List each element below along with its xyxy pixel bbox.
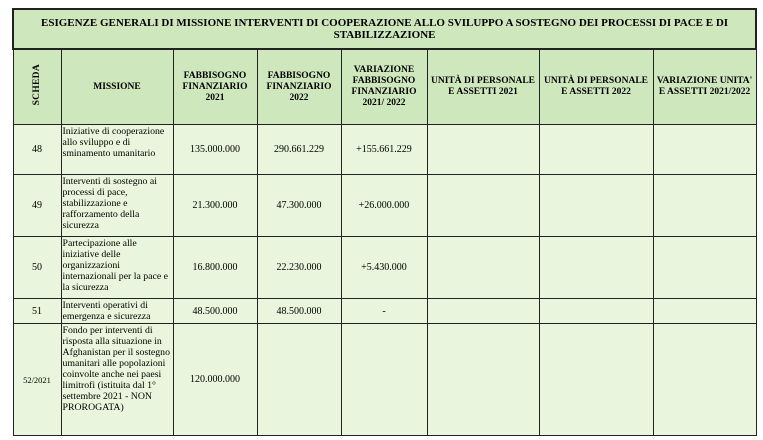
row-fabbisogno-2022: 47.300.000 <box>257 175 341 237</box>
row-variazione-unita <box>653 237 756 299</box>
row-variazione: - <box>341 299 427 324</box>
row-fabbisogno-2021: 135.000.000 <box>173 125 257 175</box>
row-unita-2021 <box>427 175 539 237</box>
row-variazione: +155.661.229 <box>341 125 427 175</box>
table-row <box>13 125 756 175</box>
row-unita-2021 <box>427 125 539 175</box>
row-missione: Interventi di sostegno ai processi di pace, stabilizzazione e rafforzamento della sicurezza <box>61 175 173 237</box>
row-variazione-unita <box>653 324 756 436</box>
row-fabbisogno-2022: 48.500.000 <box>257 299 341 324</box>
row-fabbisogno-2021: 48.500.000 <box>173 299 257 324</box>
row-scheda: 48 <box>13 125 61 175</box>
header-fabbisogno-2021: FABBISOGNO FINANZIARIO 2021 <box>173 49 257 125</box>
header-row <box>13 49 756 125</box>
row-unita-2022 <box>539 237 653 299</box>
row-scheda: 50 <box>13 237 61 299</box>
table-row <box>13 237 756 299</box>
header-scheda <box>13 49 61 125</box>
row-unita-2021 <box>427 324 539 436</box>
row-missione: Iniziative di cooperazione allo sviluppo e di sminamento umanitario <box>61 125 173 175</box>
header-variazione-unita: VARIAZIONE UNITA' E ASSETTI 2021/2022 <box>653 49 756 125</box>
row-variazione: +5.430.000 <box>341 237 427 299</box>
row-variazione-unita <box>653 125 756 175</box>
row-fabbisogno-2021: 120.000.000 <box>173 324 257 436</box>
table-title: ESIGENZE GENERALI DI MISSIONE INTERVENTI DI COOPERAZIONE ALLO SVILUPPO A SOSTEGNO DEI PROCESSI DI PACE E DI STABILIZZAZIONE <box>13 9 756 49</box>
mission-table-wrapper <box>12 8 755 436</box>
row-missione: Fondo per interventi di risposta alla situazione in Afghanistan per il sostegno umanitari alle popolazioni coinvolte anche nei paesi limitrofi (istituita dal 1° settembre 2021 - NON PROROGATA) <box>61 324 173 436</box>
row-unita-2022 <box>539 125 653 175</box>
mission-table <box>12 8 757 436</box>
row-variazione-unita <box>653 299 756 324</box>
row-scheda: 52/2021 <box>13 324 61 436</box>
table-row <box>13 324 756 436</box>
header-variazione-fabbisogno: VARIAZIONE FABBISOGNO FINANZIARIO 2021/ 2022 <box>341 49 427 125</box>
row-missione: Interventi operativi di emergenza e sicurezza <box>61 299 173 324</box>
header-unita-2022: UNITÀ DI PERSONALE E ASSETTI 2022 <box>539 49 653 125</box>
row-fabbisogno-2022: 290.661.229 <box>257 125 341 175</box>
row-scheda: 49 <box>13 175 61 237</box>
header-fabbisogno-2022: FABBISOGNO FINANZIARIO 2022 <box>257 49 341 125</box>
row-unita-2022 <box>539 299 653 324</box>
table-row <box>13 299 756 324</box>
row-fabbisogno-2021: 16.800.000 <box>173 237 257 299</box>
row-fabbisogno-2021: 21.300.000 <box>173 175 257 237</box>
row-missione: Partecipazione alle iniziative delle organizzazioni internazionali per la pace e la sicurezza <box>61 237 173 299</box>
table-row <box>13 175 756 237</box>
header-unita-2021: UNITÀ DI PERSONALE E ASSETTI 2021 <box>427 49 539 125</box>
row-unita-2021 <box>427 237 539 299</box>
header-missione: MISSIONE <box>61 49 173 125</box>
row-unita-2021 <box>427 299 539 324</box>
row-unita-2022 <box>539 175 653 237</box>
row-variazione <box>341 324 427 436</box>
row-variazione-unita <box>653 175 756 237</box>
row-variazione: +26.000.000 <box>341 175 427 237</box>
row-fabbisogno-2022: 22.230.000 <box>257 237 341 299</box>
row-scheda: 51 <box>13 299 61 324</box>
row-unita-2022 <box>539 324 653 436</box>
header-scheda-label: SCHEDA <box>31 64 42 106</box>
row-fabbisogno-2022 <box>257 324 341 436</box>
